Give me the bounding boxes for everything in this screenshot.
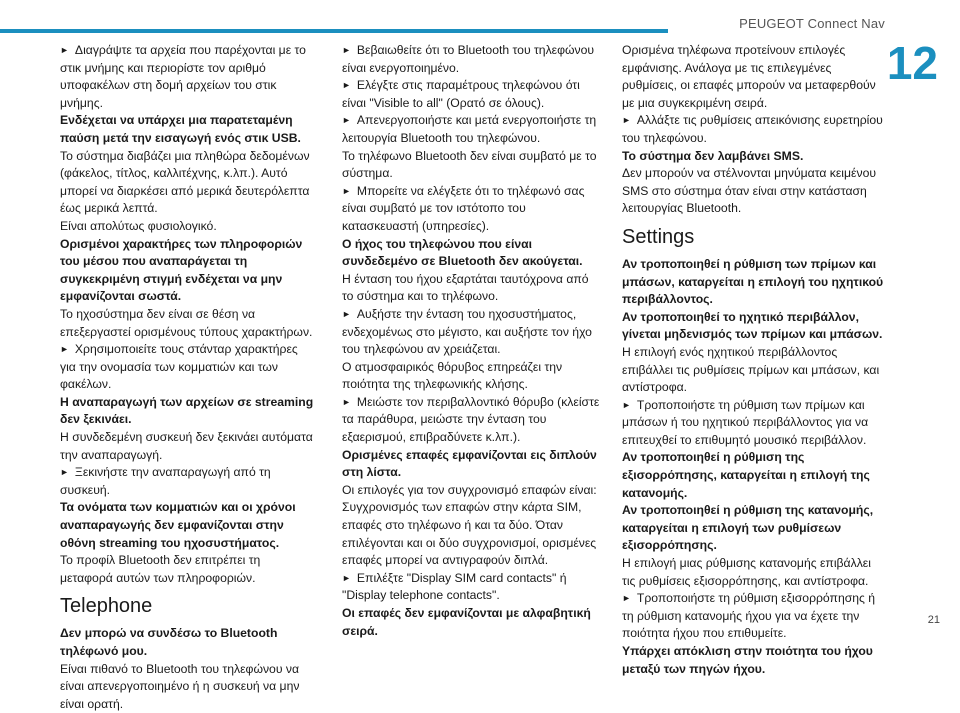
arrow-right-icon: ► (60, 467, 69, 478)
instruction-item: ► Βεβαιωθείτε ότι το Bluetooth του τηλεφώνου είναι ενεργοποιημένο. (342, 43, 595, 75)
question-heading: Οι επαφές δεν εμφανίζονται με αλφαβητική σειρά. (342, 606, 591, 638)
instruction-item: ► Αυξήστε την ένταση του ηχοσυστήματος, ενδεχομένως στο μέγιστο, και αυξήστε τον ήχο του τηλεφώνου αν χρειάζεται. (342, 306, 592, 357)
question-heading: Υπάρχει απόκλιση στην ποιότητα του ήχου μεταξύ των πηγών ήχου. (622, 644, 873, 676)
arrow-right-icon: ► (342, 80, 351, 91)
arrow-right-icon: ► (60, 45, 69, 55)
instruction-item: ► Επιλέξτε "Display SIM card contacts" ή "Display telephone contacts". (342, 570, 567, 603)
paragraph: Είναι απολύτως φυσιολογικό. (60, 218, 217, 233)
instruction-item: ► Μειώστε τον περιβαλλοντικό θόρυβο (κλείστε τα παράθυρα, μειώστε την ένταση του εξαερισμού, επιβραδύνετε κ.λπ.). (342, 394, 600, 445)
paragraph: Η επιλογή ενός ηχητικού περιβάλλοντος επιβάλλει τις ρυθμίσεις πρίμων και μπάσων, και αντίστροφα. (622, 344, 880, 395)
question-heading: Αν τροποποιηθεί το ηχητικό περιβάλλον, γίνεται μηδενισμός των πρίμων και μπάσων. (622, 309, 883, 342)
arrow-right-icon: ► (622, 593, 631, 604)
instruction-item: ► Τροποποιήστε τη ρύθμιση εξισορρόπησης ή τη ρύθμιση κατανομής ήχου για να έχετε την ποιότητα ήχου που επιθυμείτε. (622, 591, 876, 641)
arrow-right-icon: ► (342, 308, 351, 319)
instruction-item: ► Απενεργοποιήστε και μετά ενεργοποιήστε τη λειτουργία Bluetooth του τηλεφώνου. (342, 113, 597, 145)
question-heading: Ορισμένοι χαρακτήρες των πληροφοριών του μέσου που αναπαράγεται τη συγκεκριμένη στιγμή ενδέχεται να μην εμφανίζονται σωστά. (60, 236, 303, 304)
arrow-right-icon: ► (342, 45, 351, 55)
question-heading: Αν τροποποιηθεί η ρύθμιση της εξισορρόπησης, καταργείται η επιλογή της κατανομής. (622, 450, 870, 500)
arrow-right-icon: ► (60, 344, 69, 355)
question-heading: Αν τροποποιηθεί η ρύθμιση των πρίμων και μπάσων, καταργείται η επιλογή του ηχητικού περιβάλλοντος. (622, 256, 884, 307)
arrow-right-icon: ► (342, 396, 351, 407)
arrow-right-icon: ► (342, 572, 351, 583)
arrow-right-icon: ► (342, 185, 351, 196)
instruction-item: ► Αλλάξτε τις ρυθμίσεις απεικόνισης ευρετηρίου του τηλεφώνου. (622, 113, 883, 145)
page-number: 21 (927, 614, 940, 626)
instruction-item: ► Διαγράψτε τα αρχεία που παρέχονται με το στικ μνήμης και περιορίστε τον αριθμό υποφακέλων στη δομή αρχείων του στικ μνήμης. (60, 43, 306, 110)
instruction-item: ► Τροποποιήστε τη ρύθμιση των πρίμων και μπάσων ή του ηχητικού περιβάλλοντος για να επιτευχθεί το επιθυμητό μουσικό περιβάλλον. (622, 397, 869, 447)
question-heading: Το σύστημα δεν λαμβάνει SMS. (622, 148, 804, 163)
paragraph: Το προφίλ Bluetooth δεν επιτρέπει τη μεταφορά αυτών των πληροφοριών. (60, 553, 261, 585)
instruction-item: ► Χρησιμοποιείτε τους στάνταρ χαρακτήρες για την ονομασία των κομματιών και των φακέλων. (60, 342, 298, 392)
text-column-2 (342, 42, 600, 640)
paragraph: Είναι πιθανό το Bluetooth του τηλεφώνου να είναι απενεργοποιημένο ή η συσκευή να μην είναι ορατή. (60, 661, 300, 711)
arrow-right-icon: ► (622, 399, 631, 410)
running-header: PEUGEOT Connect Nav (739, 16, 885, 31)
question-heading: Τα ονόματα των κομματιών και οι χρόνοι αναπαραγωγής δεν εμφανίζονται στην οθόνη streaming του ηχοσυστήματος. (60, 500, 296, 550)
question-heading: Δεν μπορώ να συνδέσω το Bluetooth τηλέφωνό μου. (60, 626, 278, 658)
question-heading: Ενδέχεται να υπάρχει μια παρατεταμένη παύση μετά την εισαγωγή ενός στικ USB. (60, 113, 301, 145)
text-column-1 (60, 42, 314, 713)
paragraph: Το σύστημα διαβάζει μια πληθώρα δεδομένων (φάκελος, τίτλος, καλλιτέχνης, κ.λπ.). Αυτό μπορεί να διαρκέσει από μερικά δευτερόλεπτα έως μερικά λεπτά. (60, 148, 310, 216)
question-heading: Αν τροποποιηθεί η ρύθμιση της κατανομής, καταργείται η επιλογή των ρυθμίσεων εξισορρόπησης. (622, 503, 874, 553)
instruction-item: ► Ξεκινήστε την αναπαραγωγή από τη συσκευή. (60, 465, 271, 497)
section-heading-telephone: Telephone (60, 595, 153, 618)
paragraph: Ο ατμοσφαιρικός θόρυβος επηρεάζει την ποιότητα της τηλεφωνικής κλήσης. (342, 359, 563, 392)
arrow-right-icon: ► (622, 115, 631, 126)
paragraph: Η επιλογή μιας ρύθμισης κατανομής επιβάλλει τις ρυθμίσεις εξισορρόπησης, και αντίστροφα. (622, 556, 871, 588)
chapter-number: 12 (886, 37, 938, 89)
arrow-right-icon: ► (342, 115, 351, 126)
instruction-item: ► Ελέγξτε στις παραμέτρους τηλεφώνου ότι είναι "Visible to all" (Ορατό σε όλους). (342, 78, 580, 110)
paragraph: Ορισμένα τηλέφωνα προτείνουν επιλογές εμφάνισης. Ανάλογα με τις επιλεγμένες ρυθμίσεις, οι επαφές μπορούν να μεταφερθούν με μια συγκεκριμένη σειρά. (622, 43, 876, 110)
question-heading: Ο ήχος του τηλεφώνου που είναι συνδεδεμένο σε Bluetooth δεν ακούγεται. (342, 236, 583, 269)
header-accent-bar (0, 29, 668, 33)
question-heading: Η αναπαραγωγή των αρχείων σε streaming δεν ξεκινάει. (60, 394, 314, 427)
question-heading: Ορισμένες επαφές εμφανίζονται εις διπλούν στη λίστα. (342, 447, 597, 480)
instruction-item: ► Μπορείτε να ελέγξετε ότι το τηλέφωνό σας είναι συμβατό με τον ιστότοπο του κατασκευαστή (υπηρεσίες). (342, 183, 585, 233)
paragraph: Δεν μπορούν να στέλνονται μηνύματα κειμένου SMS στο σύστημα όταν είναι στην κατάσταση λειτουργίας Bluetooth. (622, 166, 877, 216)
paragraph: Οι επιλογές για τον συγχρονισμό επαφών είναι: Συγχρονισμός των επαφών στην κάρτα SIM, επαφές στο τηλέφωνο ή και τα δύο. Όταν επιλέγονται και οι δύο συγχρονισμοί, ορισμένες επαφές μπορεί να αντιγραφούν διπλά. (342, 482, 597, 568)
section-heading-settings: Settings (622, 225, 695, 248)
paragraph: Η συνδεδεμένη συσκευή δεν ξεκινάει αυτόματα την αναπαραγωγή. (60, 430, 313, 462)
text-column-3 (622, 42, 884, 678)
paragraph: Η ένταση του ήχου εξαρτάται ταυτόχρονα από το σύστημα και το τηλέφωνο. (342, 271, 589, 304)
paragraph: Το τηλέφωνο Bluetooth δεν είναι συμβατό με το σύστημα. (342, 148, 597, 181)
paragraph: Το ηχοσύστημα δεν είναι σε θέση να επεξεργαστεί ορισμένους τύπους χαρακτήρων. (60, 306, 313, 339)
